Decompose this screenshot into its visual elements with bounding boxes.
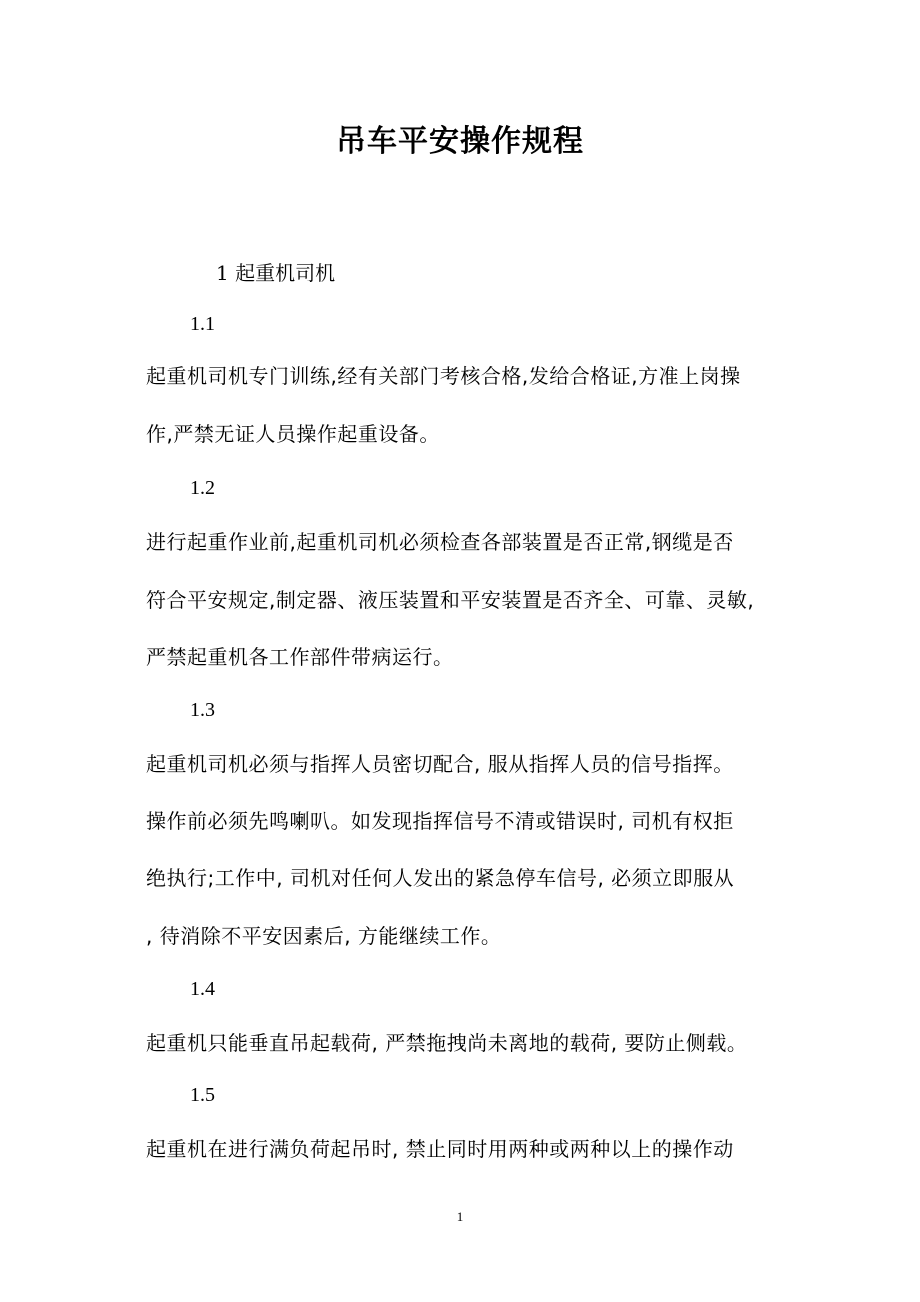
section-heading	[216, 257, 335, 286]
paragraph-line: 起重机司机必须与指挥人员密切配合, 服从指挥人员的信号指挥。	[146, 752, 734, 776]
paragraph-line: 作,严禁无证人员操作起重设备。	[146, 422, 440, 446]
clause-number: 1.3	[190, 699, 215, 721]
section-heading-number: 1	[216, 261, 229, 285]
paragraph-line: 起重机只能垂直吊起载荷, 严禁拖拽尚未离地的载荷, 要防止侧载。	[146, 1031, 748, 1055]
clause-number: 1.5	[190, 1084, 215, 1106]
document-title: 吊车平安操作规程	[336, 124, 584, 159]
paragraph-line: 操作前必须先鸣喇叭。如发现指挥信号不清或错误时, 司机有权拒	[146, 809, 734, 833]
page-number: 1	[456, 1209, 464, 1224]
section-heading-text: 起重机司机	[235, 261, 336, 285]
paragraph-line: 符合平安规定,制定器、液压装置和平安装置是否齐全、可靠、灵敏,	[146, 588, 755, 612]
clause-number: 1.4	[190, 978, 215, 1000]
paragraph-line: 起重机在进行满负荷起吊时, 禁止同时用两种或两种以上的操作动	[146, 1137, 734, 1161]
paragraph-line: 起重机司机专门训练,经有关部门考核合格,发给合格证,方准上岗操	[146, 364, 741, 388]
paragraph-line: , 待消除不平安因素后, 方能继续工作。	[146, 924, 502, 948]
paragraph-line: 严禁起重机各工作部件带病运行。	[146, 645, 454, 669]
clause-number: 1.2	[190, 477, 215, 499]
paragraph-line: 进行起重作业前,起重机司机必须检查各部装置是否正常,钢缆是否	[146, 530, 734, 554]
clause-number: 1.1	[190, 313, 215, 335]
paragraph-line: 绝执行;工作中, 司机对任何人发出的紧急停车信号, 必须立即服从	[146, 866, 735, 890]
